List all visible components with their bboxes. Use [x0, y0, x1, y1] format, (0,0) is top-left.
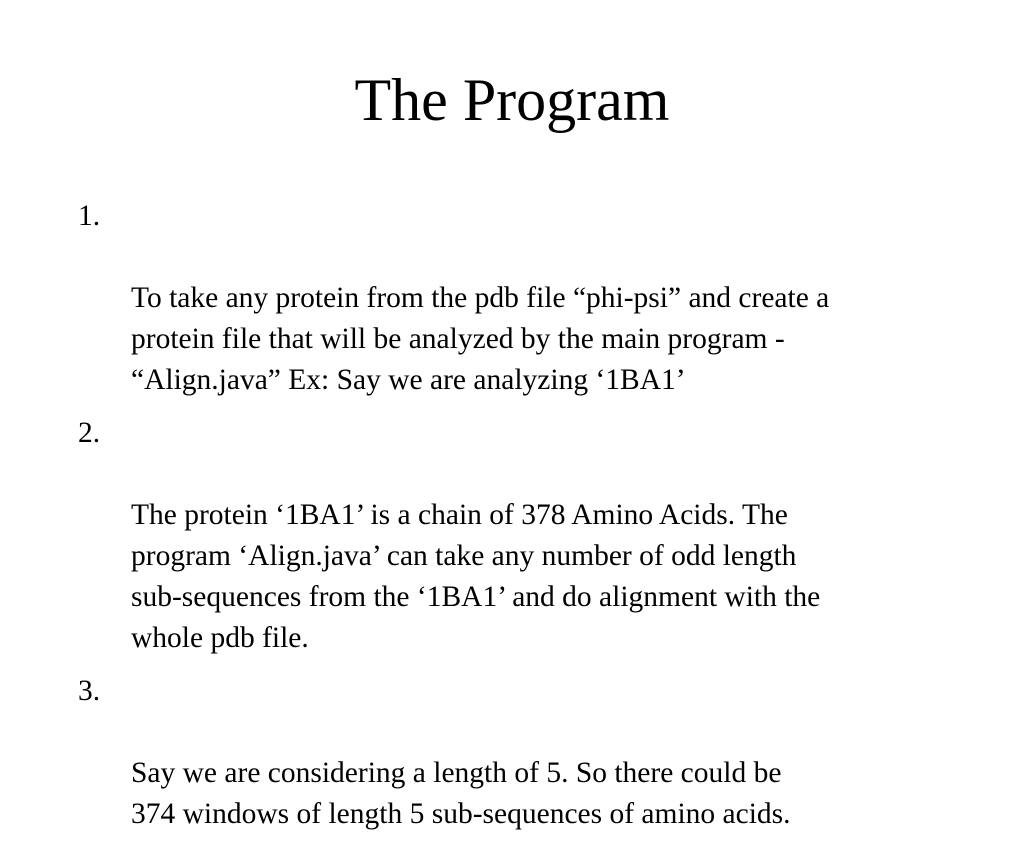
list-item-text: Say we are considering a length of 5. So there could be 374 windows of length 5 sub-sequences of amino acids. — [131, 757, 791, 830]
numbered-list — [78, 196, 958, 847]
list-item-text: To take any protein from the pdb file “phi-psi” and create a protein file that will be analyzed by the main program - “Align.java” Ex: Say we are analyzing ‘1BA1’ — [131, 282, 830, 396]
list-item-number: 1. — [78, 200, 101, 232]
list-item — [78, 413, 958, 659]
list-item-number: 2. — [78, 417, 101, 449]
list-item — [78, 196, 958, 401]
list-item — [78, 671, 958, 835]
list-item-text: The protein ‘1BA1’ is a chain of 378 Amino Acids. The program ‘Align.java’ can take any number of odd length sub-sequences from the ‘1BA1’ and do alignment with the whole pdb file. — [131, 499, 821, 654]
list-item-number: 3. — [78, 675, 101, 707]
slide-title: The Program — [354, 67, 670, 133]
